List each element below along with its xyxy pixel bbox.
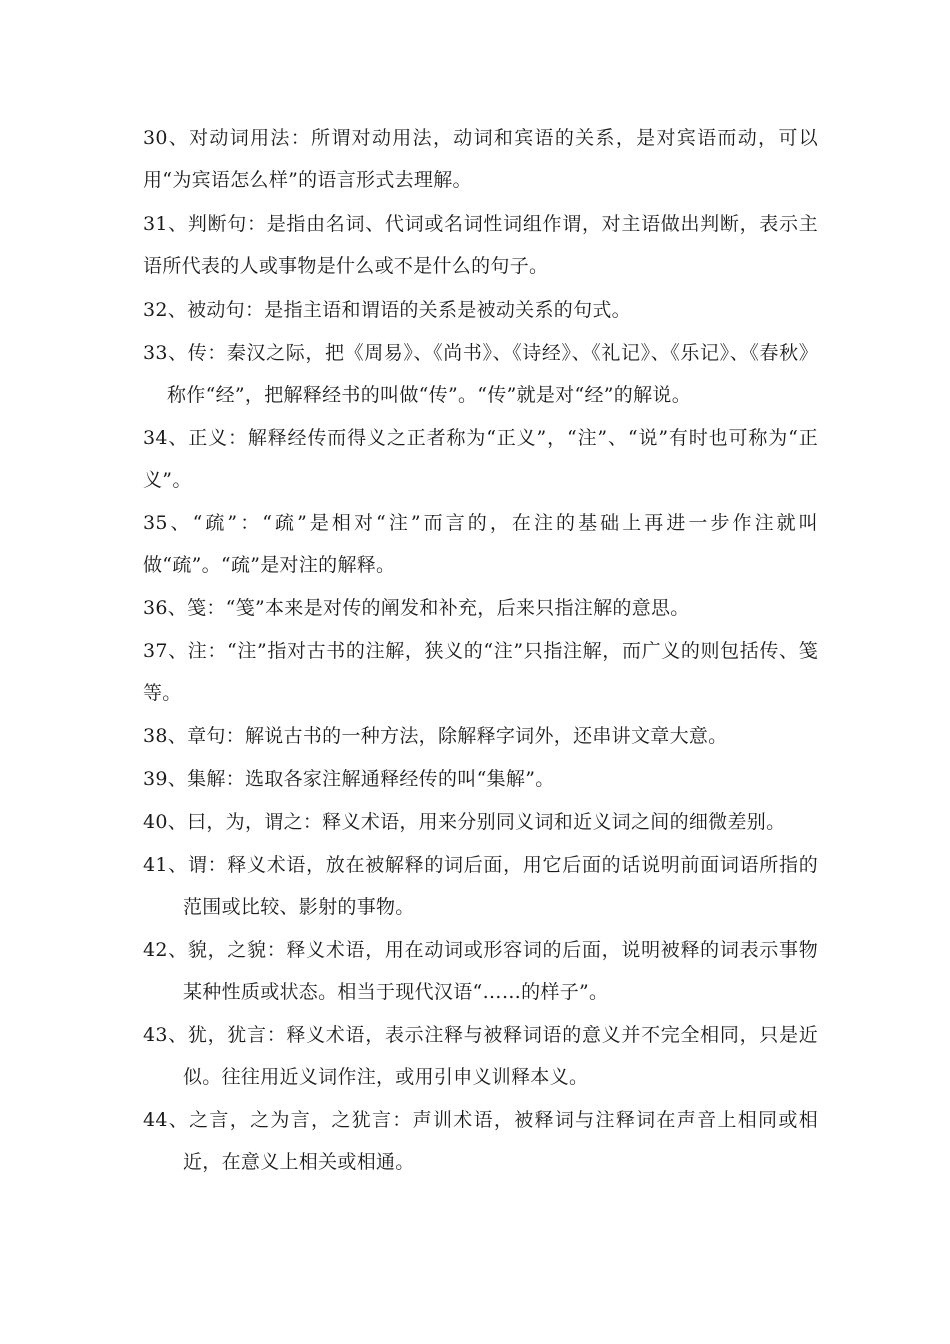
entry-41: 41、谓：释义术语，放在被解释的词后面，用它后面的话说明前面词语所指的范围或比较、影射的事物。 [143, 854, 818, 918]
entry-34: 34、正义：解释经传而得义之正者称为“正义”，“注”、“说”有时也可称为“正义”。 [143, 427, 818, 491]
entry-35: 35、“疏”：“疏”是相对“注”而言的，在注的基础上再进一步作注就叫做“疏”。“疏”是对注的解释。 [143, 512, 818, 576]
entry-33: 33、传：秦汉之际，把《周易》、《尚书》、《诗经》、《礼记》、《乐记》、《春秋》称作“经”，把解释经书的叫做“传”。“传”就是对“经”的解说。 [143, 342, 818, 406]
entry-36: 36、笺：“笺”本来是对传的阐发和补充，后来只指注解的意思。 [143, 597, 690, 619]
entry-40: 40、曰，为，谓之：释义术语，用来分别同义词和近义词之间的细微差别。 [143, 811, 786, 833]
entry-43: 43、犹，犹言：释义术语，表示注释与被释词语的意义并不完全相同，只是近似。往往用近义词作注，或用引申义训释本义。 [143, 1024, 818, 1088]
entry-30: 30、对动词用法：所谓对动用法，动词和宾语的关系，是对宾语而动，可以用“为宾语怎么样”的语言形式去理解。 [143, 127, 818, 191]
entry-44: 44、之言，之为言，之犹言：声训术语，被释词与注释词在声音上相同或相近，在意义上相关或相通。 [143, 1109, 818, 1173]
entry-31: 31、判断句：是指由名词、代词或名词性词组作谓，对主语做出判断，表示主语所代表的人或事物是什么或不是什么的句子。 [143, 213, 818, 277]
glossary-list [143, 117, 818, 1183]
entry-39: 39、集解：选取各家注解通释经传的叫“集解”。 [143, 768, 555, 790]
entry-32: 32、被动句：是指主语和谓语的关系是被动关系的句式。 [143, 299, 631, 321]
entry-42: 42、貌，之貌：释义术语，用在动词或形容词的后面，说明被释的词表示事物某种性质或状态。相当于现代汉语“……的样子”。 [143, 939, 818, 1003]
entry-38: 38、章句：解说古书的一种方法，除解释字词外，还串讲文章大意。 [143, 725, 728, 747]
entry-37: 37、注：“注”指对古书的注解，狭义的“注”只指注解，而广义的则包括传、笺等。 [143, 640, 818, 704]
